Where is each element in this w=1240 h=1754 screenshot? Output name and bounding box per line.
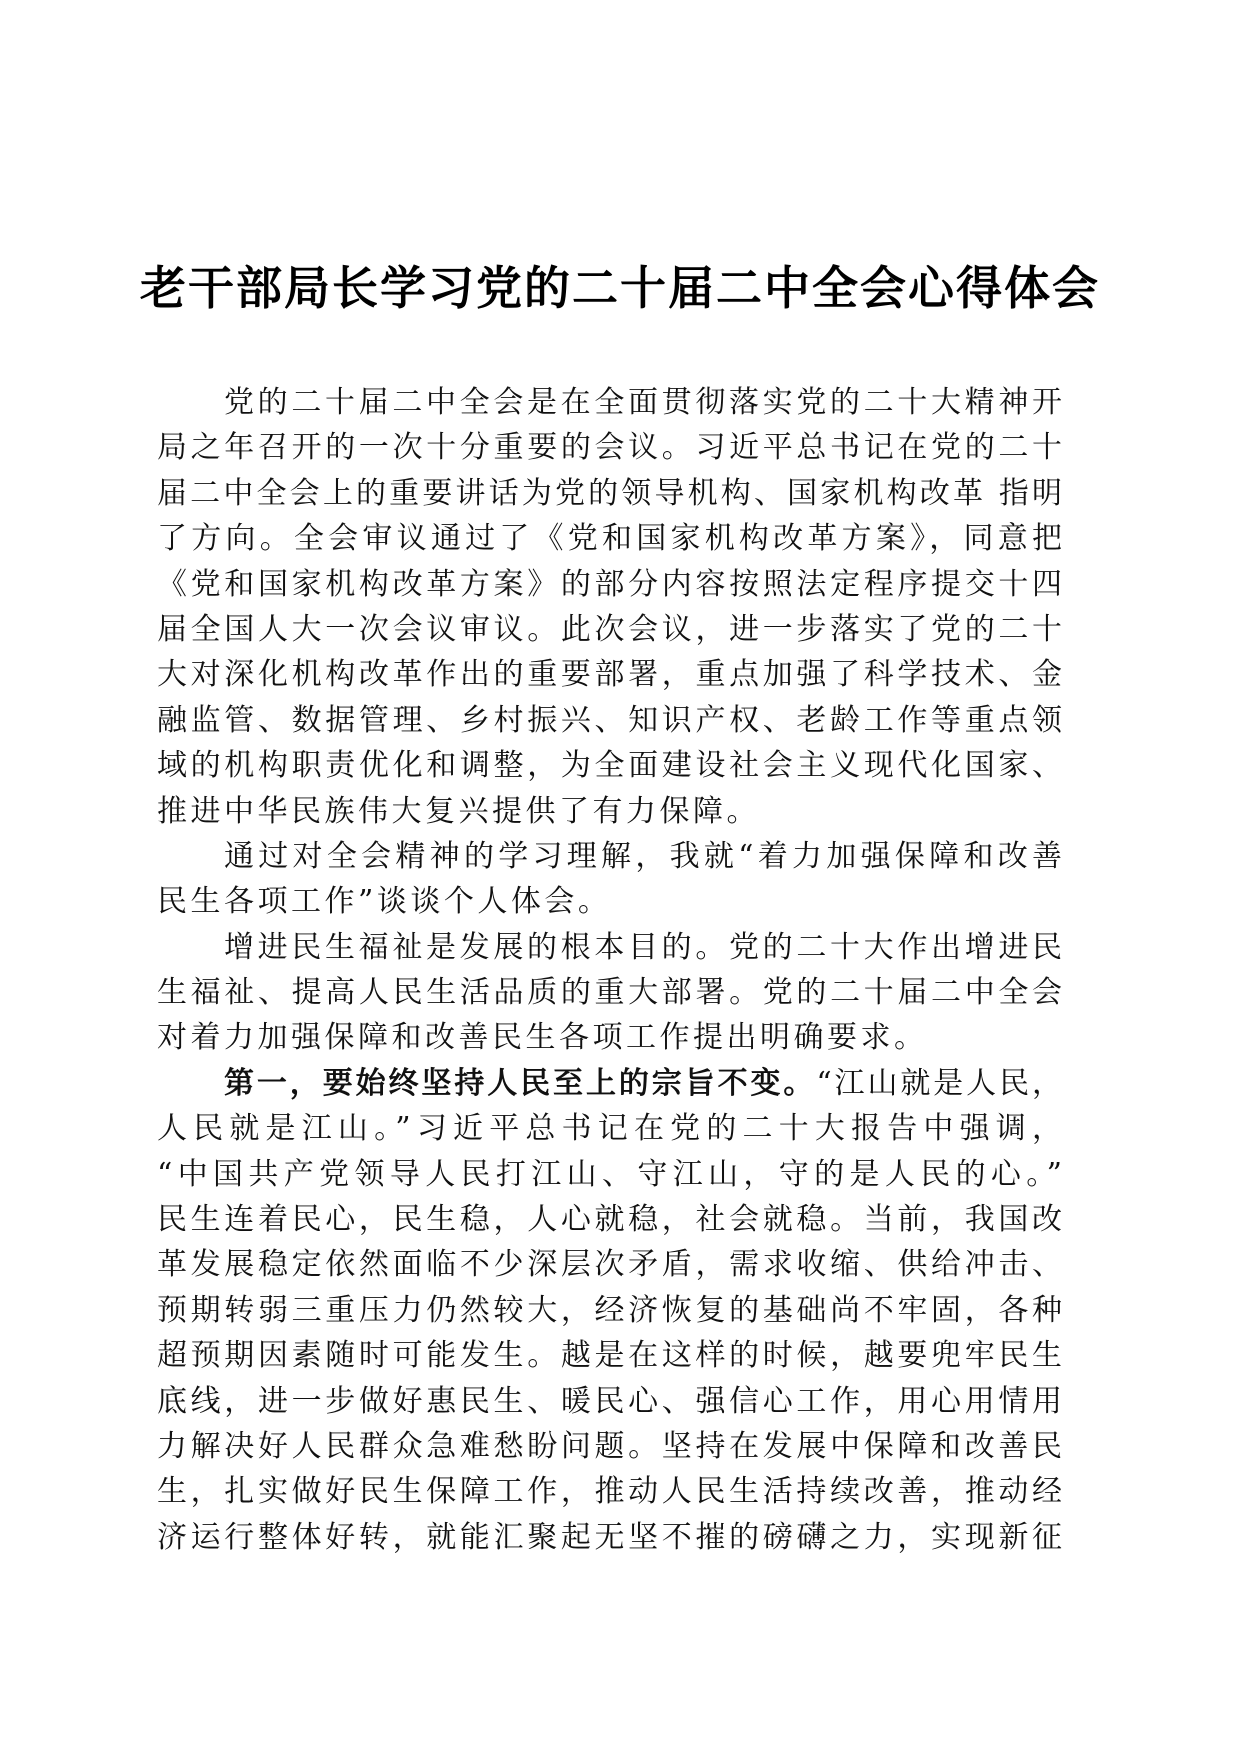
text-line-with-heading xyxy=(157,1061,1062,1106)
document-title: 老干部局长学习党的二十届二中全会心得体会 xyxy=(140,261,1100,315)
text-line: 局之年召开的一次十分重要的会议。习近平总书记在党的二十 xyxy=(157,430,1062,466)
text-line: 民生连着民心，民生稳，人心就稳，社会就稳。当前，我国改 xyxy=(157,1202,1062,1238)
text-line: 届二中全会上的重要讲话为党的领导机构、国家机构改革 指明 xyxy=(157,475,1062,511)
text-line: “中国共产党领导人民打江山、守江山，守的是人民的心。” xyxy=(157,1156,1062,1192)
text-line: 届全国人大一次会议审议。此次会议，进一步落实了党的二十 xyxy=(157,611,1062,647)
text-line: 生福祉、提高人民生活品质的重大部署。党的二十届二中全会 xyxy=(157,975,1062,1011)
text-line: 大对深化机构改革作出的重要部署，重点加强了科学技术、金 xyxy=(157,657,1062,693)
text-line: 济运行整体好转，就能汇聚起无坚不摧的磅礴之力，实现新征 xyxy=(157,1519,1062,1555)
text-line: 党的二十届二中全会是在全面贯彻落实党的二十大精神开 xyxy=(224,385,1062,420)
text-line: 生，扎实做好民生保障工作，推动人民生活持续改善，推动经 xyxy=(157,1474,1062,1510)
text-line: 力解决好人民群众急难愁盼问题。坚持在发展中保障和改善民 xyxy=(157,1428,1062,1464)
text-line: 融监管、数据管理、乡村振兴、知识产权、老龄工作等重点领 xyxy=(157,702,1062,738)
text-line: 推进中华民族伟大复兴提供了有力保障。 xyxy=(157,793,760,829)
text-line: 对着力加强保障和改善民生各项工作提出明确要求。 xyxy=(157,1020,928,1056)
text-line: 底线，进一步做好惠民生、暖民心、强信心工作，用心用情用 xyxy=(157,1383,1062,1419)
text-line: 人民就是江山。”习近平总书记在党的二十大报告中强调， xyxy=(157,1111,1062,1147)
document-body xyxy=(157,380,1062,1560)
text-line: 域的机构职责优化和调整，为全面建设社会主义现代化国家、 xyxy=(157,748,1062,784)
text-line: 民生各项工作”谈谈个人体会。 xyxy=(157,884,612,920)
text-line: 增进民生福祉是发展的根本目的。党的二十大作出增进民 xyxy=(224,929,1062,965)
text-line: 超预期因素随时可能发生。越是在这样的时候，越要兜牢民生 xyxy=(157,1338,1062,1374)
text-line: 革发展稳定依然面临不少深层次矛盾，需求收缩、供给冲击、 xyxy=(157,1247,1062,1283)
text-line: 了方向。全会审议通过了《党和国家机构改革方案》，同意把 xyxy=(157,521,1062,557)
point-text: “江山就是人民， xyxy=(816,1065,1062,1101)
point-heading: 第一，要始终坚持人民至上的宗旨不变。 xyxy=(224,1065,817,1101)
text-line: 《党和国家机构改革方案》的部分内容按照法定程序提交十四 xyxy=(157,566,1062,602)
text-line: 预期转弱三重压力仍然较大，经济恢复的基础尚不牢固，各种 xyxy=(157,1292,1062,1328)
text-line: 通过对全会精神的学习理解，我就“着力加强保障和改善 xyxy=(224,838,1062,874)
